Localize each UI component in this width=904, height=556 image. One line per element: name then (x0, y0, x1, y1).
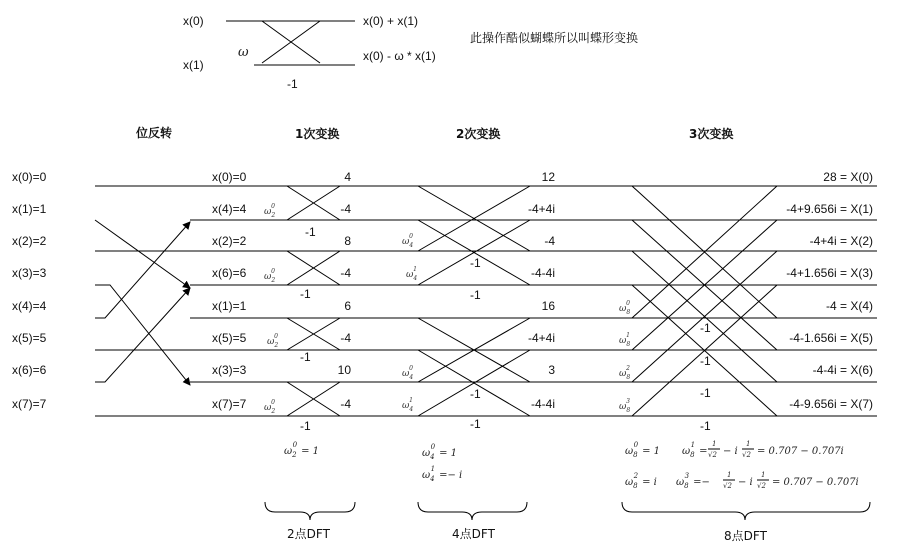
formula-rhs: =− i (439, 470, 463, 481)
twiddle-base: ω (402, 401, 410, 411)
brace-shape (622, 502, 870, 520)
formula-minus-i: − i (723, 446, 738, 457)
formula-sup: 0 (430, 443, 436, 451)
formula-sup: 1 (690, 441, 696, 449)
formula-sub: 8 (690, 451, 695, 459)
formula-minus-i: − i (738, 477, 753, 488)
reordered-labels (212, 170, 247, 411)
brace-label: 2点DFT (287, 527, 330, 541)
formula-sub: 8 (684, 482, 689, 490)
input-label: x(1)=1 (12, 202, 47, 216)
formula-8pt (625, 440, 859, 490)
stage1-value: -4 (340, 266, 351, 280)
input-label: x(2)=2 (12, 234, 47, 248)
reordered-label: x(2)=2 (212, 234, 247, 248)
formula-rhs: = 1 (439, 448, 458, 459)
twiddle-w8-3 (619, 398, 630, 414)
reordered-label: x(6)=6 (212, 266, 247, 280)
formula-sub: 8 (633, 451, 638, 459)
twiddle-w8-2 (619, 365, 630, 381)
twiddle-w4-1 (402, 397, 413, 413)
twiddle-sub: 2 (274, 342, 279, 349)
input-label: x(5)=5 (12, 331, 47, 345)
brace-label: 4点DFT (452, 527, 495, 541)
output-value: 28 = X(0) (823, 170, 873, 184)
minus-one-label: -1 (700, 321, 711, 335)
frac-den: √2 (742, 451, 751, 459)
twiddle-w8-1 (619, 332, 630, 348)
formula-sup: 3 (684, 472, 690, 480)
formula-sup: 0 (633, 441, 639, 449)
stage2-minus-labels (470, 256, 481, 431)
frac-num: 1 (712, 440, 717, 448)
stage1-value: 8 (344, 234, 351, 248)
twiddle-sub: 4 (409, 242, 414, 249)
stage2-value: -4+4i (527, 331, 555, 345)
twiddle-w2-0 (264, 268, 275, 284)
formula-rhs: = i (642, 477, 657, 488)
minus-one-label: -1 (700, 354, 711, 368)
twiddle-w4-0 (402, 365, 413, 381)
input-label: x(0)=0 (12, 170, 47, 184)
stage2-value: 12 (541, 170, 555, 184)
formula-w8-0 (625, 441, 660, 459)
formula-sub: 4 (430, 453, 435, 461)
twiddle-sup: 0 (409, 233, 413, 240)
twiddle-w8-0 (619, 300, 630, 316)
stage1-values (338, 170, 352, 411)
stage2-value: -4 (544, 234, 555, 248)
formula-sup: 0 (292, 441, 298, 449)
header-stage-1: 1次变换 (295, 127, 340, 141)
stage2-value: -4+4i (527, 202, 555, 216)
frac-den: √2 (723, 482, 732, 490)
stage1-twiddles (264, 203, 278, 415)
formula-base: ω (284, 446, 293, 457)
butterfly-output-1: x(0) - ω * x(1) (363, 49, 436, 63)
stage2-value: -4-4i (530, 397, 555, 411)
stage2-value: 3 (548, 363, 555, 377)
formula-sup: 1 (430, 465, 436, 473)
butterfly-input-1: x(1) (183, 58, 204, 72)
stage1-value: -4 (340, 202, 351, 216)
twiddle-base: ω (402, 369, 410, 379)
stage2-value: 16 (541, 299, 555, 313)
minus-one-label: -1 (470, 417, 481, 431)
twiddle-base: ω (619, 402, 627, 412)
formula-rhs: = 0.707 − 0.707i (757, 446, 844, 457)
reordered-label: x(4)=4 (212, 202, 247, 216)
stage1-minus-labels (300, 225, 316, 433)
stage2-values (528, 170, 555, 411)
output-value: -4-4i = X(6) (812, 363, 873, 377)
header-stage-3: 3次变换 (689, 127, 734, 141)
formula-w8-3 (676, 472, 710, 490)
frac-num: 1 (746, 440, 751, 448)
bit-reverse-network (95, 186, 190, 416)
formula-eq: = (699, 446, 708, 457)
formula-sub: 8 (633, 482, 638, 490)
twiddle-sup: 0 (271, 203, 275, 210)
brace-shape (418, 502, 527, 520)
output-value: -4+4i = X(2) (809, 234, 873, 248)
twiddle-sub: 8 (626, 341, 631, 348)
twiddle-sup: 0 (626, 300, 630, 307)
stage2-value: -4-4i (530, 266, 555, 280)
formula-minus: − (701, 477, 710, 488)
twiddle-base: ω (619, 336, 627, 346)
butterfly-explainer (183, 14, 638, 91)
twiddle-sup: 1 (413, 266, 417, 273)
twiddle-w4-1 (406, 266, 417, 282)
minus-one-label: -1 (700, 419, 711, 433)
twiddle-base: ω (264, 207, 272, 217)
twiddle-sub: 8 (626, 407, 631, 414)
formula-w8-1 (682, 441, 707, 459)
minus-one-label: -1 (470, 256, 481, 270)
twiddle-sub: 4 (413, 275, 418, 282)
twiddle-sub: 4 (409, 406, 414, 413)
frac-num: 1 (727, 471, 732, 479)
formula-w4-1 (422, 465, 462, 483)
output-value: -4+1.656i = X(3) (786, 266, 873, 280)
brace-shape (265, 502, 355, 520)
frac-num: 1 (761, 471, 766, 479)
twiddle-base: ω (264, 403, 272, 413)
formula-eq: = (693, 477, 702, 488)
formula-w4-0 (422, 443, 457, 461)
formula-sub: 4 (430, 475, 435, 483)
formula-2pt (284, 441, 319, 459)
stage3-twiddles (619, 300, 630, 414)
minus-one-label: -1 (300, 350, 311, 364)
minus-one-label: -1 (300, 287, 311, 301)
formula-base: ω (625, 477, 634, 488)
output-value: -4-1.656i = X(5) (789, 331, 873, 345)
twiddle-sup: 0 (409, 365, 413, 372)
input-labels (12, 170, 47, 411)
formula-w2-0 (284, 441, 319, 459)
formula-w8-2 (625, 472, 657, 490)
reordered-label: x(1)=1 (212, 299, 247, 313)
twiddle-w2-0 (264, 399, 275, 415)
minus-one-label: -1 (470, 288, 481, 302)
brace-8pt (622, 502, 870, 543)
twiddle-sub: 8 (626, 374, 631, 381)
signal-lines (190, 186, 877, 416)
header-bit-reverse: 位反转 (136, 126, 173, 140)
brace-4pt (418, 502, 527, 541)
twiddle-base: ω (264, 272, 272, 282)
stage1-value: 6 (344, 299, 351, 313)
formula-rhs: = 1 (301, 446, 320, 457)
stage1-value: -4 (340, 331, 351, 345)
brace-label: 8点DFT (724, 529, 767, 543)
minus-one-label: -1 (470, 387, 481, 401)
butterfly-minus-one: -1 (287, 77, 298, 91)
minus-one-label: -1 (300, 419, 311, 433)
twiddle-sup: 0 (274, 333, 278, 340)
twiddle-sup: 1 (409, 397, 413, 404)
formula-base: ω (625, 446, 634, 457)
minus-one-label: -1 (700, 386, 711, 400)
brace-2pt (265, 502, 355, 541)
formula-base: ω (682, 446, 691, 457)
wire-x3-to-row6 (95, 285, 190, 385)
twiddle-sub: 2 (271, 277, 276, 284)
reordered-label: x(7)=7 (212, 397, 247, 411)
minus-one-label: -1 (305, 225, 316, 239)
formula-rhs: = 1 (642, 446, 661, 457)
butterfly-output-0: x(0) + x(1) (363, 14, 419, 28)
stage2-twiddles (402, 233, 417, 413)
twiddle-w4-0 (402, 233, 413, 249)
reordered-label: x(3)=3 (212, 363, 247, 377)
input-label: x(6)=6 (12, 363, 47, 377)
stage1-value: 10 (337, 363, 351, 377)
frac-den: √2 (708, 451, 717, 459)
formula-rhs: = 0.707 − 0.707i (772, 477, 859, 488)
twiddle-sup: 1 (626, 332, 630, 339)
stage1-value: 4 (344, 170, 351, 184)
butterfly-omega: ω (238, 45, 249, 60)
output-value: -4-9.656i = X(7) (789, 397, 873, 411)
formula-sup: 2 (633, 472, 639, 480)
twiddle-sub: 4 (409, 374, 414, 381)
output-value: -4 = X(4) (825, 299, 873, 313)
output-value: -4+9.656i = X(1) (786, 202, 873, 216)
butterfly-caption: 此操作酷似蝴蝶所以叫蝶形变换 (470, 31, 639, 45)
formula-4pt (422, 443, 462, 483)
twiddle-base: ω (406, 270, 414, 280)
twiddle-sub: 8 (626, 309, 631, 316)
input-label: x(4)=4 (12, 299, 47, 313)
twiddle-sup: 0 (271, 268, 275, 275)
twiddle-base: ω (619, 369, 627, 379)
frac-den: √2 (757, 482, 766, 490)
twiddle-sub: 2 (271, 212, 276, 219)
twiddle-w2-0 (264, 203, 275, 219)
twiddle-sup: 2 (626, 365, 630, 372)
formula-base: ω (676, 477, 685, 488)
formula-base: ω (422, 470, 431, 481)
twiddle-base: ω (402, 237, 410, 247)
header-stage-2: 2次变换 (456, 127, 501, 141)
butterfly-input-0: x(0) (183, 14, 204, 28)
input-label: x(7)=7 (12, 397, 47, 411)
wire-x1-to-row4 (95, 220, 190, 288)
twiddle-w2-0 (267, 333, 278, 349)
reordered-label: x(0)=0 (212, 170, 247, 184)
formula-sub: 2 (292, 451, 297, 459)
twiddle-base: ω (619, 304, 627, 314)
twiddle-base: ω (267, 337, 275, 347)
formula-base: ω (422, 448, 431, 459)
output-labels (786, 170, 873, 411)
input-label: x(3)=3 (12, 266, 47, 280)
reordered-label: x(5)=5 (212, 331, 247, 345)
twiddle-sub: 2 (271, 408, 276, 415)
stage1-value: -4 (340, 397, 351, 411)
twiddle-sup: 3 (626, 398, 630, 405)
twiddle-sup: 0 (271, 399, 275, 406)
